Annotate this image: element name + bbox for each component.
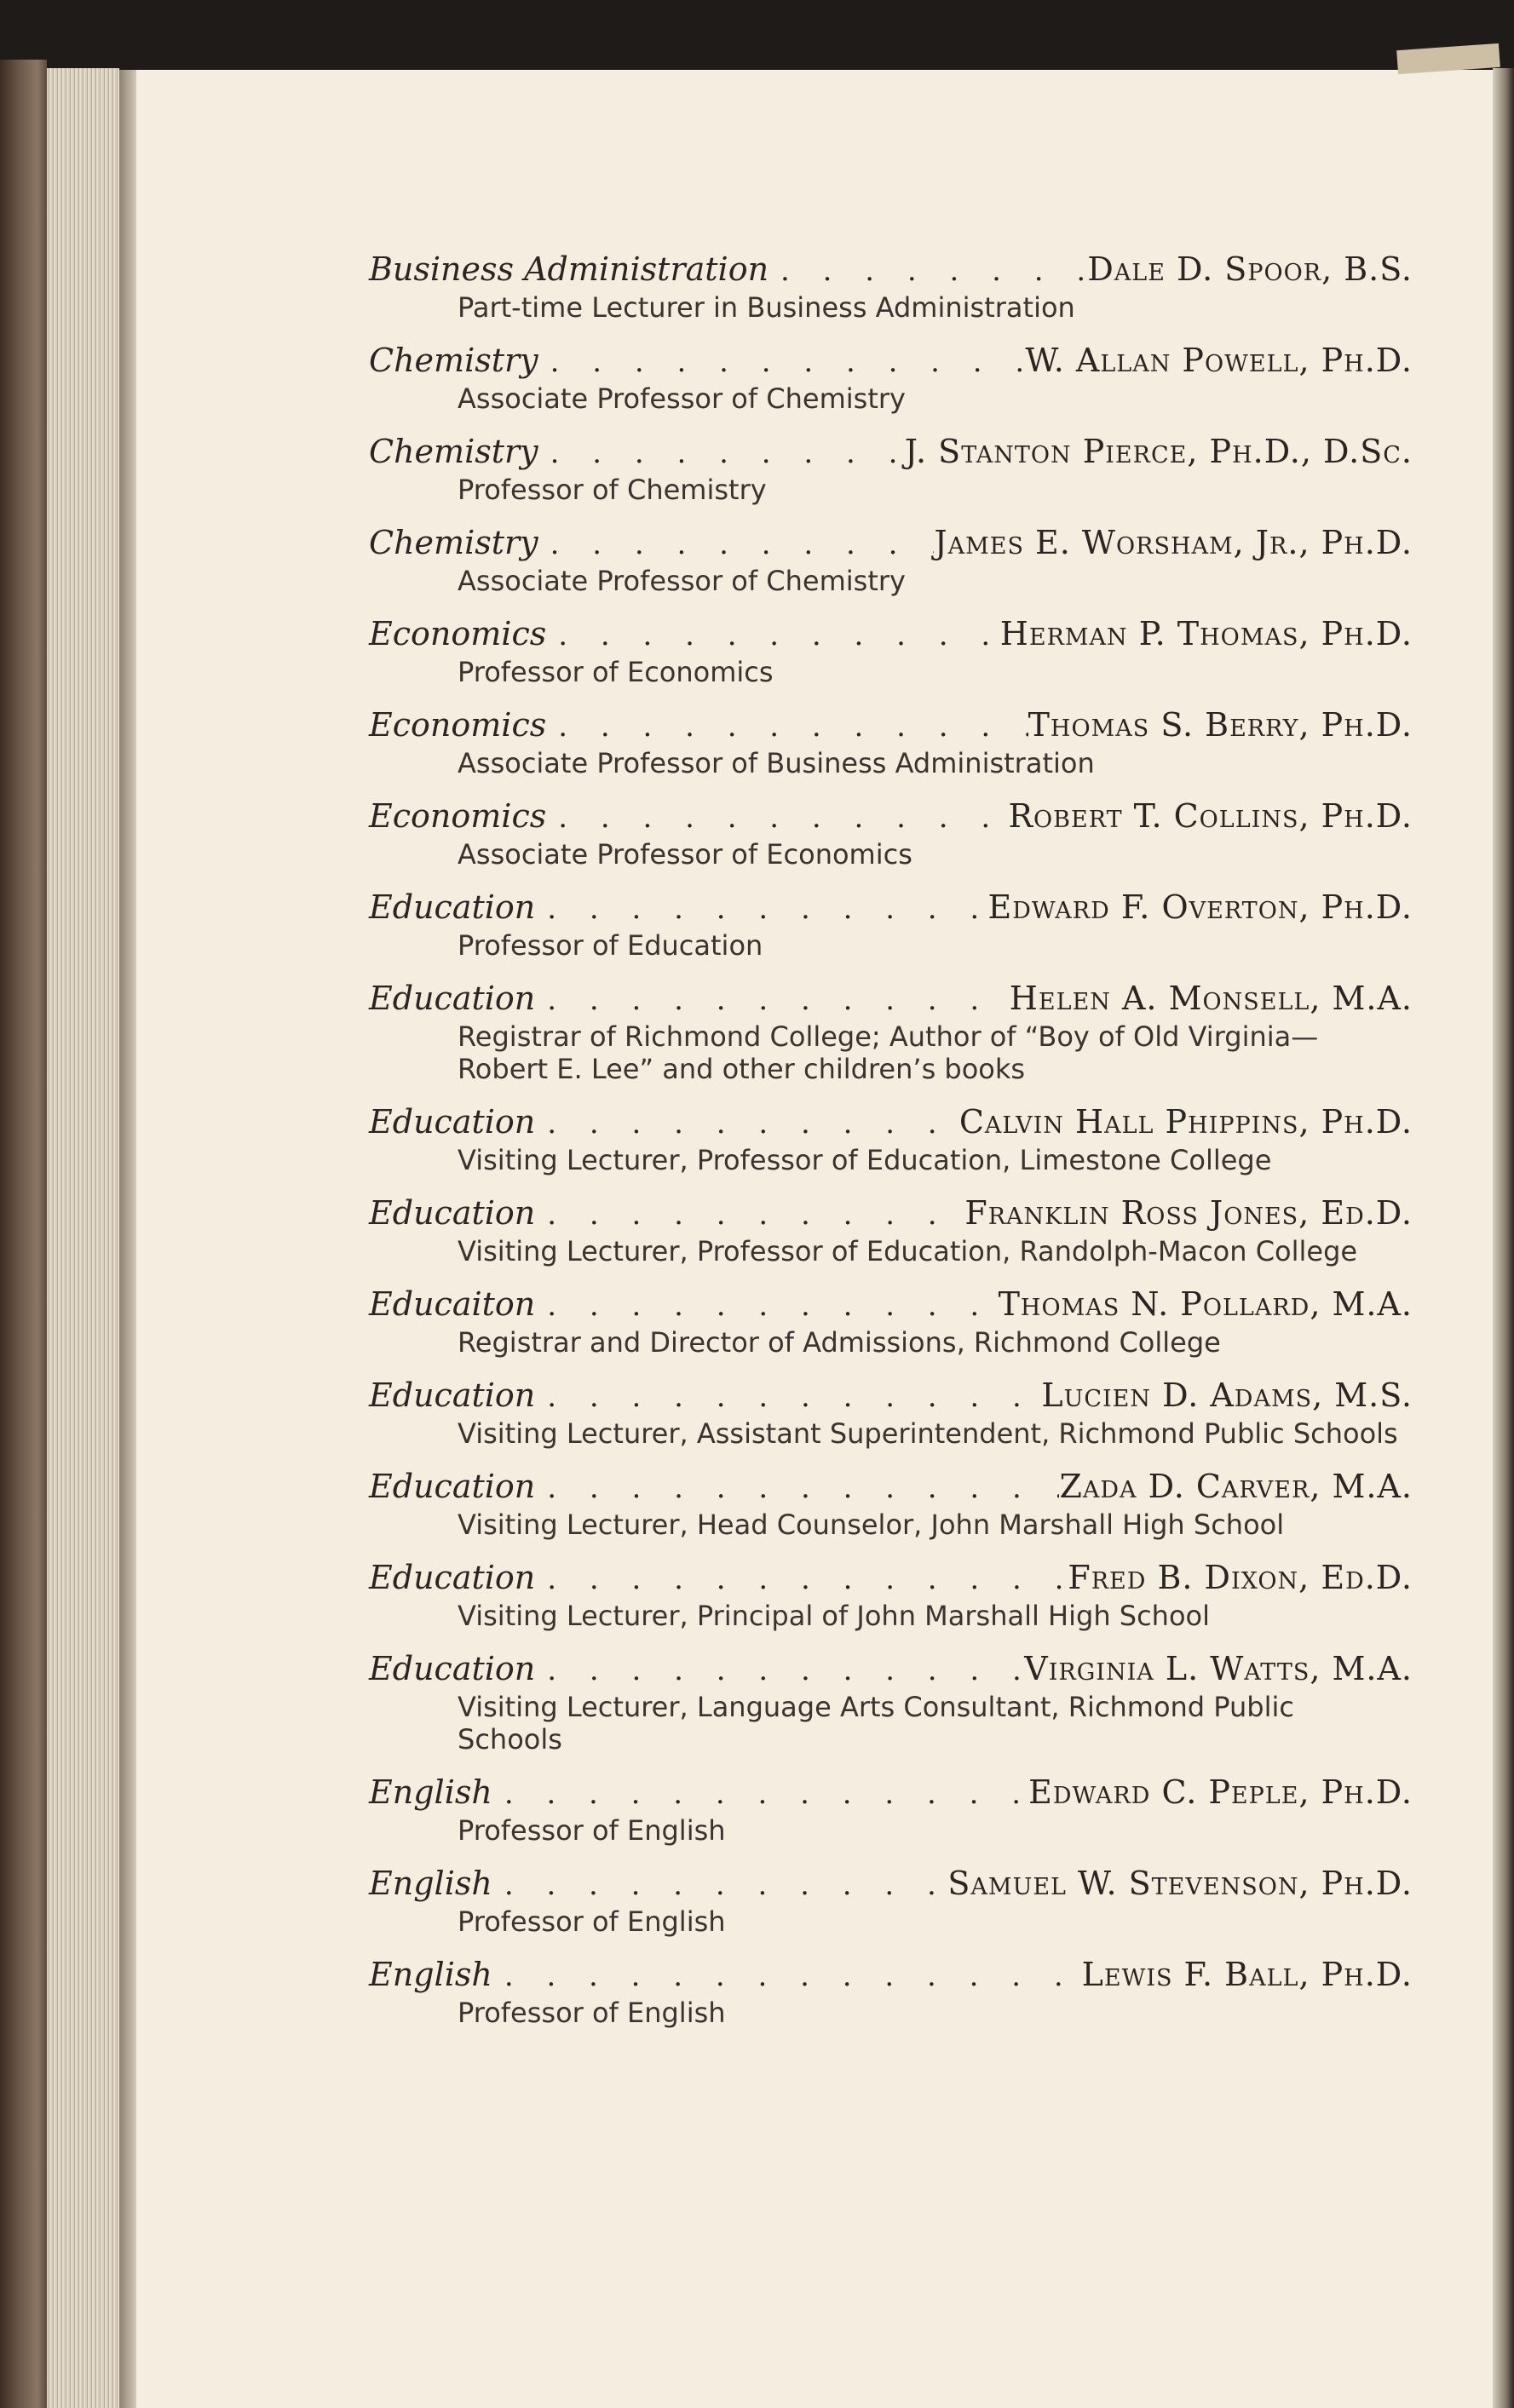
department-name: Education — [369, 1559, 536, 1596]
faculty-title: Professor of Education — [458, 929, 763, 962]
entry-heading — [369, 247, 1413, 291]
faculty-entry — [369, 1555, 1413, 1632]
dot-leader — [535, 1101, 959, 1146]
page-edges — [47, 68, 119, 2408]
department-name: Business Administration — [369, 250, 769, 288]
dot-leader — [538, 522, 935, 566]
gutter-shadow — [119, 70, 138, 2408]
entry-heading — [369, 885, 1413, 929]
entry-heading — [369, 1952, 1413, 1997]
dot-leader — [769, 249, 1087, 293]
faculty-name: W. Allan Powell, Ph.D. — [1025, 342, 1413, 379]
department-name: English — [369, 1956, 492, 1993]
faculty-title: Visiting Lecturer, Head Counselor, John Marshall High School — [458, 1509, 1285, 1541]
department-name: Chemistry — [369, 433, 538, 470]
faculty-entry — [369, 885, 1413, 962]
faculty-entry — [369, 1373, 1413, 1450]
faculty-name: Lucien D. Adams, M.S. — [1041, 1376, 1413, 1414]
dot-leader — [546, 613, 1000, 658]
dot-leader — [546, 704, 1028, 749]
faculty-entry — [369, 1100, 1413, 1176]
entry-heading — [369, 1282, 1413, 1326]
faculty-name: Lewis F. Ball, Ph.D. — [1081, 1956, 1413, 1993]
department-name: Economics — [369, 615, 547, 652]
entry-heading — [369, 1100, 1413, 1144]
faculty-title: Visiting Lecturer, Language Arts Consultant, Richmond Public — [458, 1691, 1294, 1723]
faculty-entry — [369, 247, 1413, 324]
faculty-entry — [369, 429, 1413, 506]
faculty-name: Herman P. Thomas, Ph.D. — [999, 615, 1413, 652]
dot-leader — [492, 1954, 1082, 1998]
faculty-title: Associate Professor of Business Administration — [458, 747, 1095, 779]
department-name: Economics — [369, 706, 547, 744]
entry-heading — [369, 976, 1413, 1020]
faculty-name: Samuel W. Stevenson, Ph.D. — [947, 1865, 1413, 1902]
department-name: Education — [369, 1103, 536, 1141]
entry-heading — [369, 520, 1413, 565]
faculty-name: Zada D. Carver, M.A. — [1059, 1468, 1413, 1505]
dot-leader — [492, 1772, 1028, 1816]
faculty-name: Thomas N. Pollard, M.A. — [998, 1285, 1413, 1323]
department-name: Education — [369, 1194, 536, 1232]
faculty-entry — [369, 1282, 1413, 1359]
department-name: Education — [369, 1650, 536, 1687]
dot-leader — [492, 1863, 948, 1907]
faculty-name: Helen A. Monsell, M.A. — [1009, 980, 1413, 1017]
faculty-title: Part-time Lecturer in Business Administration — [458, 291, 1075, 324]
faculty-name: Virginia L. Watts, M.A. — [1024, 1650, 1413, 1687]
faculty-title: Registrar and Director of Admissions, Richmond College — [458, 1326, 1221, 1359]
faculty-name: Edward C. Peple, Ph.D. — [1028, 1773, 1413, 1811]
faculty-entry — [369, 794, 1413, 871]
dot-leader — [535, 978, 1010, 1022]
faculty-title: Associate Professor of Chemistry — [458, 565, 906, 597]
faculty-title: Professor of English — [458, 1997, 726, 2029]
dot-leader — [535, 1284, 998, 1328]
faculty-title: Professor of English — [458, 1905, 726, 1938]
faculty-title: Professor of Economics — [458, 656, 774, 688]
dot-leader — [535, 1557, 1068, 1601]
entry-heading — [369, 1373, 1413, 1417]
faculty-title: Visiting Lecturer, Professor of Education, Limestone College — [458, 1144, 1272, 1176]
entry-heading — [369, 1555, 1413, 1600]
faculty-title: Robert E. Lee” and other children’s books — [458, 1053, 1026, 1085]
faculty-title: Visiting Lecturer, Assistant Superintendent, Richmond Public Schools — [458, 1417, 1398, 1450]
faculty-entry — [369, 520, 1413, 597]
department-name: Education — [369, 980, 536, 1017]
department-name: Economics — [369, 797, 547, 835]
entry-heading — [369, 1464, 1413, 1509]
dot-leader — [535, 1648, 1024, 1692]
faculty-entry — [369, 1464, 1413, 1541]
dot-leader — [535, 1193, 964, 1237]
faculty-entry — [369, 703, 1413, 779]
page-right-edge — [1493, 68, 1514, 2408]
entry-heading — [369, 612, 1413, 656]
dot-leader — [538, 431, 905, 475]
faculty-name: Dale D. Spoor, B.S. — [1087, 250, 1413, 288]
department-name: Chemistry — [369, 342, 538, 379]
faculty-name: Calvin Hall Phippins, Ph.D. — [958, 1103, 1413, 1141]
department-name: Chemistry — [369, 524, 538, 561]
department-name: Educaiton — [369, 1285, 536, 1323]
faculty-list — [369, 247, 1413, 2043]
faculty-title: Professor of Chemistry — [458, 474, 767, 506]
entry-heading — [369, 794, 1413, 838]
faculty-name: James E. Worsham, Jr., Ph.D. — [934, 524, 1413, 561]
faculty-name: Edward F. Overton, Ph.D. — [987, 888, 1413, 926]
faculty-entry — [369, 1952, 1413, 2029]
faculty-entry — [369, 1770, 1413, 1847]
entry-heading — [369, 1191, 1413, 1235]
faculty-title: Registrar of Richmond College; Author of “Boy of Old Virginia— — [458, 1020, 1319, 1053]
entry-heading — [369, 429, 1413, 474]
dot-leader — [535, 1466, 1059, 1510]
faculty-title: Professor of English — [458, 1814, 726, 1847]
faculty-entry — [369, 1191, 1413, 1267]
faculty-title: Associate Professor of Chemistry — [458, 382, 906, 415]
department-name: Education — [369, 888, 536, 926]
faculty-name: Thomas S. Berry, Ph.D. — [1028, 706, 1413, 744]
faculty-entry — [369, 1861, 1413, 1938]
faculty-name: J. Stanton Pierce, Ph.D., D.Sc. — [904, 433, 1413, 470]
faculty-title: Visiting Lecturer, Principal of John Marshall High School — [458, 1600, 1210, 1632]
faculty-entry — [369, 976, 1413, 1085]
dot-leader — [538, 340, 1026, 384]
faculty-title: Associate Professor of Economics — [458, 838, 912, 871]
faculty-entry — [369, 1647, 1413, 1756]
dot-leader — [546, 796, 1008, 840]
book-binding — [0, 60, 47, 2408]
entry-heading — [369, 1647, 1413, 1691]
entry-heading — [369, 703, 1413, 747]
faculty-title: Visiting Lecturer, Professor of Education, Randolph-Macon College — [458, 1235, 1358, 1267]
entry-heading — [369, 338, 1413, 382]
entry-heading — [369, 1770, 1413, 1814]
entry-heading — [369, 1861, 1413, 1905]
dot-leader — [535, 1375, 1041, 1419]
faculty-name: Robert T. Collins, Ph.D. — [1008, 797, 1413, 835]
department-name: Education — [369, 1468, 536, 1505]
faculty-entry — [369, 612, 1413, 688]
faculty-title: Schools — [458, 1723, 562, 1756]
department-name: Education — [369, 1376, 536, 1414]
faculty-name: Fred B. Dixon, Ed.D. — [1068, 1559, 1413, 1596]
faculty-entry — [369, 338, 1413, 415]
dot-leader — [535, 887, 987, 931]
faculty-name: Franklin Ross Jones, Ed.D. — [964, 1194, 1413, 1232]
department-name: English — [369, 1773, 492, 1811]
department-name: English — [369, 1865, 492, 1902]
